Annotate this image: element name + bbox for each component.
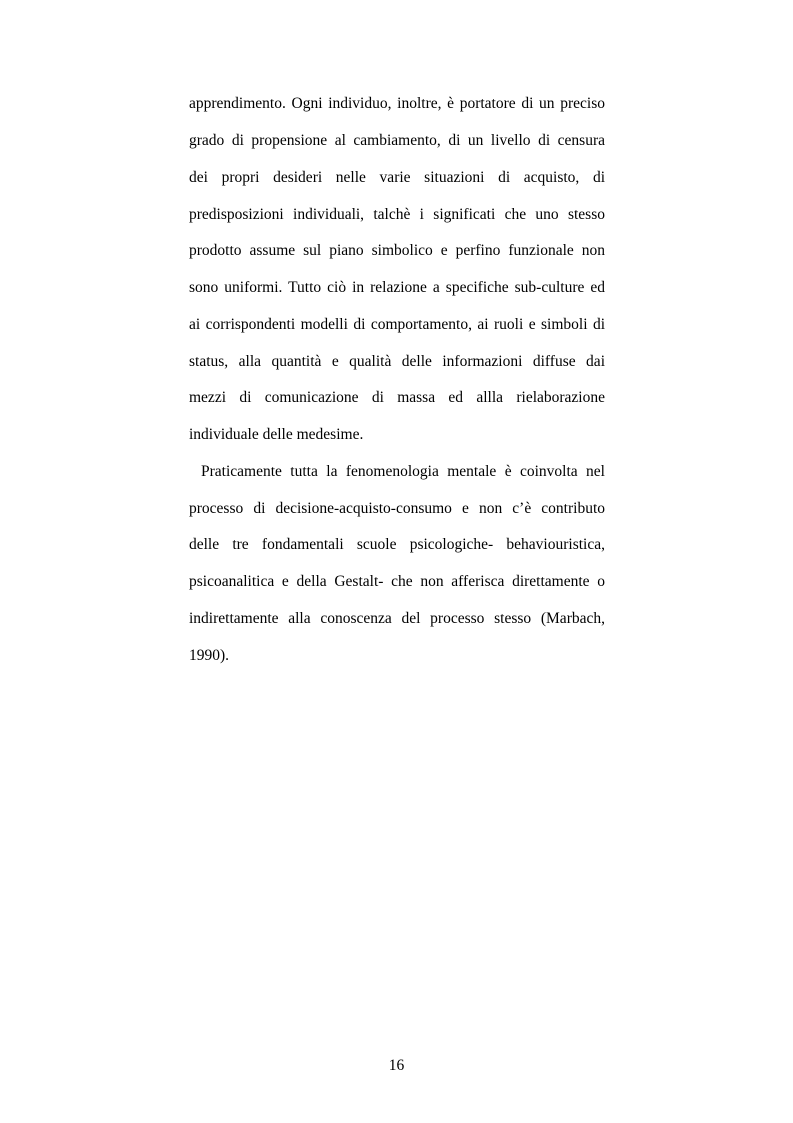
text-line: psicoanalitica e della Gestalt- che non afferisca direttamente o xyxy=(189,573,605,590)
text-line: grado di propensione al cambiamento, di un livello di censura xyxy=(189,132,605,149)
text-line: sono uniformi. Tutto ciò in relazione a specifiche sub-culture ed xyxy=(189,279,605,296)
text-line: status, alla quantità e qualità delle informazioni diffuse dai xyxy=(189,353,605,370)
text-line: delle tre fondamentali scuole psicologiche- behaviouristica, xyxy=(189,536,605,553)
text-line: mezzi di comunicazione di massa ed allla rielaborazione xyxy=(189,389,605,406)
text-line: indirettamente alla conoscenza del processo stesso (Marbach, xyxy=(189,610,605,627)
text-line: ai corrispondenti modelli di comportamento, ai ruoli e simboli di xyxy=(189,316,605,333)
text-line: Praticamente tutta la fenomenologia mentale è coinvolta nel xyxy=(201,463,605,480)
text-line: predisposizioni individuali, talchè i significati che uno stesso xyxy=(189,206,605,223)
text-line: apprendimento. Ogni individuo, inoltre, è portatore di un preciso xyxy=(189,95,605,112)
text-line: prodotto assume sul piano simbolico e perfino funzionale non xyxy=(189,242,605,259)
text-line: 1990). xyxy=(189,647,230,664)
text-line: individuale delle medesime. xyxy=(189,426,364,443)
text-line: dei propri desideri nelle varie situazioni di acquisto, di xyxy=(189,169,605,186)
page-number: 16 xyxy=(388,1057,405,1074)
text-line: processo di decisione-acquisto-consumo e non c’è contributo xyxy=(189,500,605,517)
